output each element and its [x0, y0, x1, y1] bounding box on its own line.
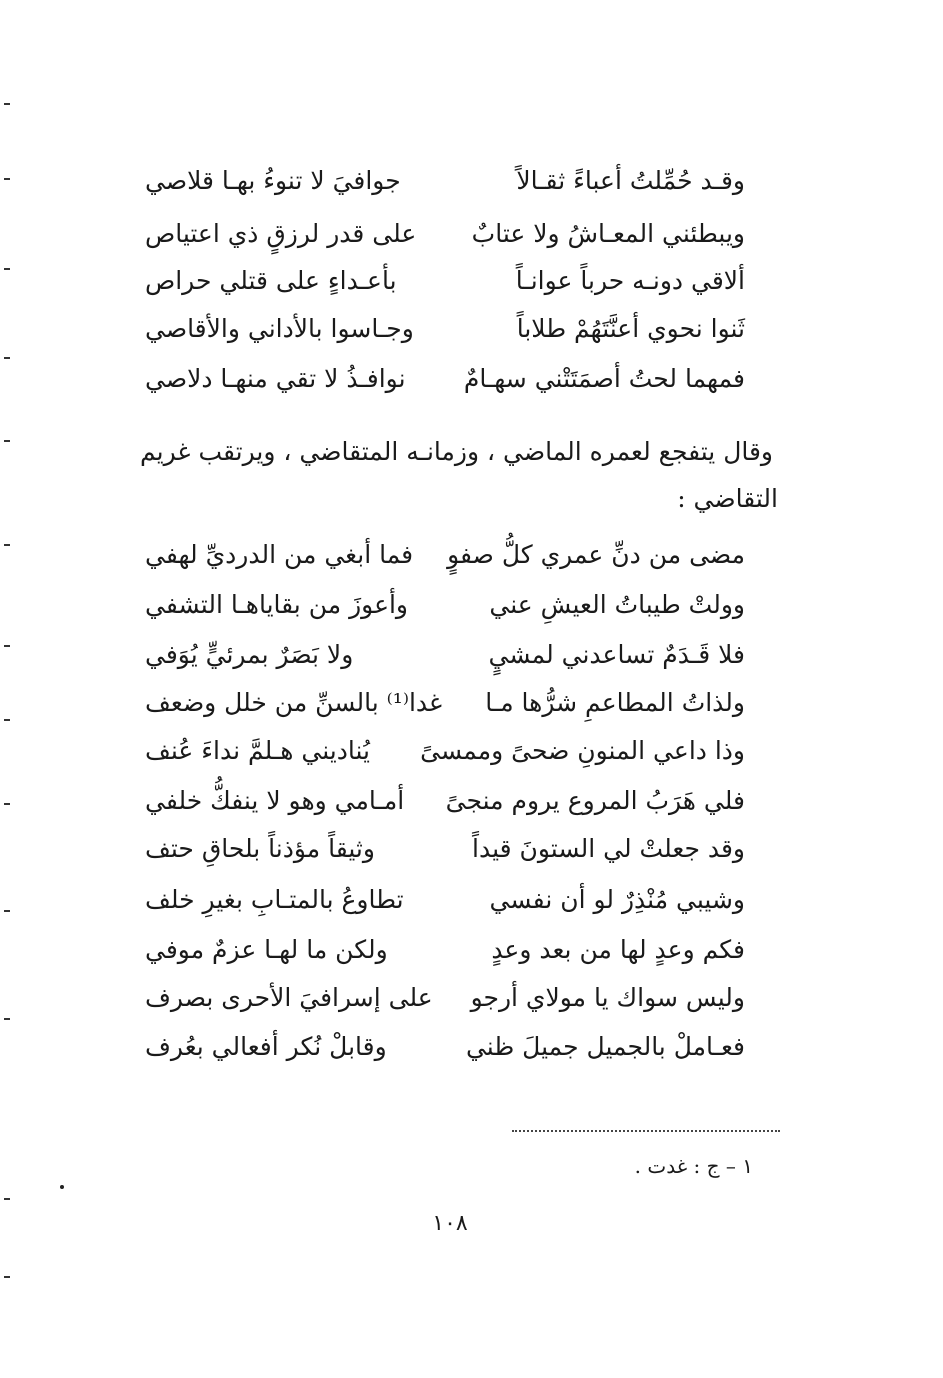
- verse-second-hemistich: وقابلْ نُكر أفعالي بعُرف: [145, 1032, 387, 1061]
- verse-first-hemistich: وليس سواك يا مولاي أرجو: [470, 983, 745, 1012]
- verse-first-hemistich: ولذاتُ المطاعمِ شرُّها مـا: [485, 688, 745, 717]
- scan-speck: [60, 1185, 64, 1189]
- verse-first-hemistich: وولتْ طيباتُ العيشِ عني: [489, 590, 745, 619]
- margin-mark: [4, 1018, 10, 1020]
- verse-second-hemistich: يُناديني هـلمَّ نداءَ عُنف: [145, 736, 370, 765]
- margin-mark: [4, 1276, 10, 1278]
- verse-second-hemistich: أمـامي وهو لا ينفكُّ خلفي: [145, 786, 405, 815]
- intro-line-1: وقال يتفجع لعمره الماضي ، وزمانـه المتقاضي ، ويرتقب غريم: [140, 437, 773, 466]
- verse-first-hemistich: فعـاملْ بالجميل جميلَ ظني: [465, 1032, 745, 1061]
- intro-line-2: التقاضي :: [677, 484, 778, 513]
- margin-mark: [4, 645, 10, 647]
- verse-second-hemistich: وأعوزَ من بقاياهـا التشفي: [145, 590, 409, 619]
- verse-second-hemistich: على إسرافيَ الأحرى بصرف: [145, 983, 433, 1012]
- verse-first-hemistich: ثَنوا نحوي أعنَّتَهُمْ طلاباً: [516, 314, 745, 343]
- verse-first-hemistich: وقـد حُمِّلتُ أعباءً ثقـالاً: [516, 166, 745, 195]
- verse-first-hemistich: فكم وعدٍ لها من بعد وعدٍ: [491, 935, 745, 964]
- verse-second-hemistich: وجـاسوا بالأداني والأقاصي: [145, 314, 414, 343]
- verse-second-hemistich: تطاوعُ بالمتـابِ بغيرِ خلف: [145, 885, 404, 914]
- verse-first-hemistich: وشيبي مُنْذِرٌ لو أن نفسي: [489, 885, 745, 914]
- verse-first-hemistich: فلا قَـدَمٌ تساعدني لمشيٍ: [488, 640, 745, 669]
- margin-mark: [4, 178, 10, 180]
- page-number: ١٠٨: [432, 1211, 468, 1236]
- verse-first-hemistich: فلي هَرَبُ المروع يروم منجىً: [445, 786, 745, 815]
- verse-first-hemistich: مضى من دنِّ عمري كلُّ صفوٍ: [447, 540, 745, 569]
- margin-mark: [4, 544, 10, 546]
- verse-first-hemistich: وذا داعي المنونِ ضحىً وممسىً: [420, 736, 745, 765]
- verse-first-hemistich: ألاقي دونـه حرباً عوانـاً: [515, 266, 745, 295]
- verse-second-hemistich: بأعـداءٍ على قتلي حراص: [145, 266, 397, 295]
- verse-second-hemistich: وثيقاً مؤذناً بلحاقِ حتف: [145, 834, 375, 863]
- verse-second-hemistich: فما أبغي من الدرديِّ لهفي: [145, 540, 414, 569]
- verse-first-hemistich: وقد جعلتْ لي الستونَ قيداً: [472, 834, 745, 863]
- footnote: ١ – ج : غدت .: [634, 1154, 753, 1178]
- verse-second-hemistich: ولا بَصَرٌ بمرئيٍّ يُوَفي: [145, 640, 354, 669]
- verse-second-hemistich: على قدر لرزقٍ ذي اعتياص: [145, 219, 417, 248]
- verse-first-hemistich: فمهما لحتُ أصمَتَتْني سهـامٌ: [463, 364, 745, 393]
- verse-second-hemistich: نوافـذُ لا تقي منهـا دلاصي: [145, 364, 406, 393]
- margin-mark: [4, 357, 10, 359]
- margin-mark: [4, 103, 10, 105]
- footnote-separator: [512, 1130, 780, 1132]
- margin-mark: [4, 803, 10, 805]
- verse-second-hemistich: جوافيَ لا تنوءُ بهـا قلاصي: [145, 166, 401, 195]
- verse-second-hemistich: ولكن ما لهـا عزمٌ موفي: [145, 935, 388, 964]
- margin-mark: [4, 440, 10, 442]
- margin-mark: [4, 268, 10, 270]
- margin-mark: [4, 910, 10, 912]
- verse-first-hemistich: ويبطئني المعـاشُ ولا عتابٌ: [471, 219, 745, 248]
- margin-mark: [4, 1198, 10, 1200]
- verse-second-hemistich: غدا⁽¹⁾ بالسنِّ من خلل وضعف: [145, 688, 443, 717]
- margin-mark: [4, 719, 10, 721]
